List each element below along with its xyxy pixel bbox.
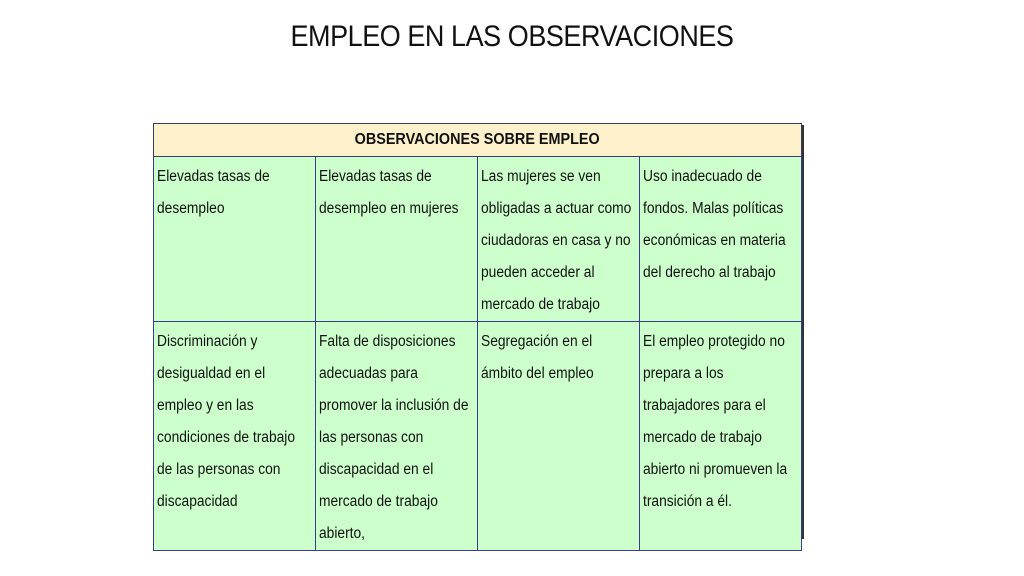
table-cell <box>478 157 640 322</box>
slide-title: EMPLEO EN LAS OBSERVACIONES <box>290 20 734 53</box>
table-row <box>154 322 802 551</box>
table-cell <box>154 157 316 322</box>
table-cell <box>316 322 478 551</box>
cell-text: Las mujeres se ven obligadas a actuar como ciudadoras en casa y no pueden acceder al mercado de trabajo <box>481 168 632 313</box>
table-header-label: OBSERVACIONES SOBRE EMPLEO <box>354 131 601 148</box>
cell-text: Uso inadecuado de fondos. Malas políticas económicas en materia del derecho al trabajo <box>643 168 786 281</box>
cell-text: El empleo protegido no prepara a los trabajadores para el mercado de trabajo abierto ni promueven la transición a él. <box>643 333 788 510</box>
table-row <box>154 157 802 322</box>
cell-text: Elevadas tasas de desempleo en mujeres <box>319 168 459 217</box>
table-cell <box>640 157 802 322</box>
cell-text: Segregación en el ámbito del empleo <box>481 333 594 382</box>
table-cell <box>154 322 316 551</box>
observations-table <box>153 123 802 551</box>
table-cell <box>316 157 478 322</box>
cell-text: Elevadas tasas de desempleo <box>157 168 270 217</box>
table-header-row <box>154 124 802 157</box>
table-cell <box>478 322 640 551</box>
table-header <box>154 124 802 157</box>
table-cell <box>640 322 802 551</box>
observations-table-container <box>153 123 802 542</box>
cell-text: Discriminación y desigualdad en el empleo y en las condiciones de trabajo de las personas con discapacidad <box>157 333 296 510</box>
cell-text: Falta de disposiciones adecuadas para promover la inclusión de las personas con discapacidad en el mercado de trabajo abierto, <box>319 333 469 542</box>
